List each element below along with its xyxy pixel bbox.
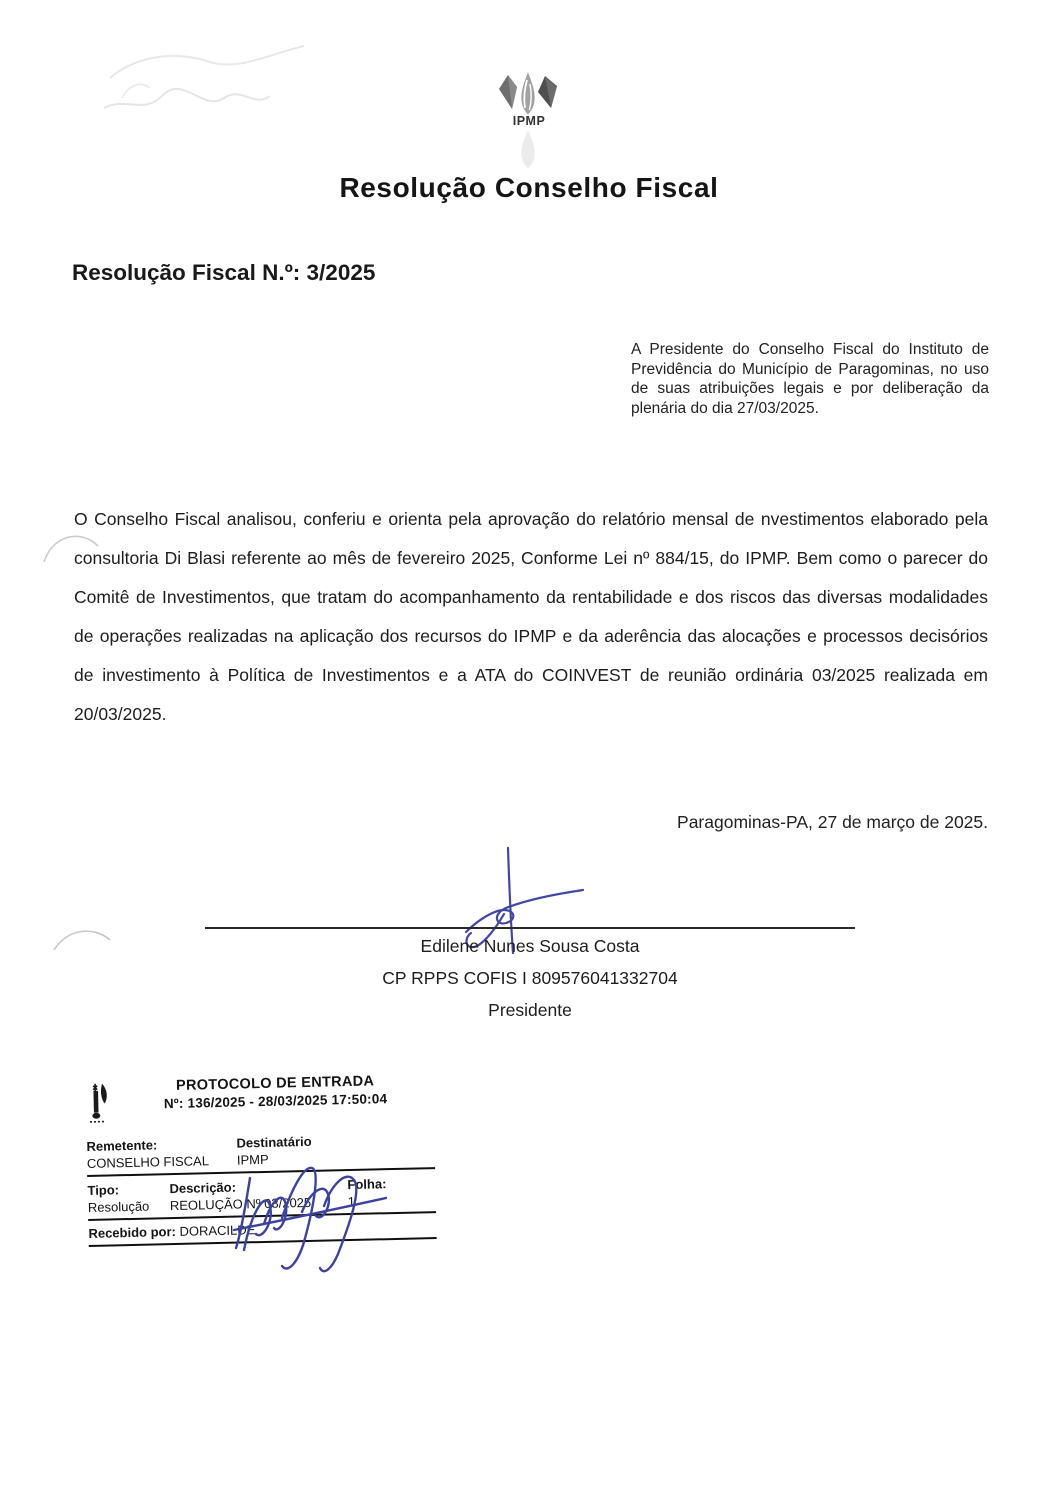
- stamp-title: PROTOCOLO DE ENTRADA: [175, 1073, 375, 1094]
- recipient-label: Destinatário: [236, 1133, 312, 1151]
- description-value: REOLUÇÃO Nº 03/2025: [169, 1194, 312, 1214]
- stamp-number-line: Nº: 136/2025 - 28/03/2025 17:50:04: [163, 1091, 388, 1112]
- sender-value: CONSELHO FISCAL: [86, 1153, 210, 1171]
- signatory-role: Presidente: [488, 1000, 572, 1020]
- sheet-value: 1: [347, 1193, 356, 1210]
- page-title: Resolução Conselho Fiscal: [339, 172, 719, 203]
- logo-text: IPMP: [512, 114, 546, 128]
- resolution-number-heading: Resolução Fiscal N.º: 3/2025: [72, 260, 376, 285]
- stamp-type-cell: [87, 1181, 170, 1215]
- signature-rule-line: [205, 927, 855, 929]
- place-and-date-line: Paragominas-PA, 27 de março de 2025.: [677, 812, 988, 832]
- body-paragraph: O Conselho Fiscal analisou, conferiu e orienta pela aprovação do relatório mensal de nvestimentos elaborado pela consultoria Di Blasi referente ao mês de fevereiro 2025, Conforme Lei nº 884/15, do IPMP. Bem como o parecer do Comitê de Investimentos, que tratam do acompanhamento da rentabilidade e dos riscos das diversas modalidades de operações realizadas na aplicação dos recursos do IPMP e da aderência das alocações e processos decisórios de investimento à Política de Investimentos e a ATA do COINVEST de reunião ordinária 03/2025 realizada em 20/03/2025.: [74, 509, 988, 724]
- stamp-head-text: [117, 1072, 434, 1112]
- type-label: Tipo:: [87, 1182, 120, 1198]
- signature-block: [205, 936, 855, 1032]
- coat-of-arms-icon: [85, 1079, 118, 1133]
- received-label: Recebido por:: [88, 1223, 177, 1241]
- signatory-name: Edilene Nunes Sousa Costa: [420, 936, 640, 956]
- sheet-label: Folha:: [347, 1176, 387, 1193]
- stamp-header: [85, 1072, 434, 1133]
- description-label: Descrição:: [169, 1179, 237, 1197]
- signatory-registration: CP RPPS COFIS I 809576041332704: [382, 968, 678, 988]
- ipmp-logo-icon: [493, 72, 567, 172]
- recipient-value: IPMP: [236, 1151, 269, 1168]
- scan-arc-artifact: [52, 924, 112, 959]
- pencil-scribble-mark: [92, 36, 322, 136]
- receiver-signature-icon: [230, 1148, 390, 1283]
- type-value: Resolução: [87, 1198, 150, 1215]
- sender-label: Remetente:: [86, 1137, 158, 1154]
- received-value: DORACILDE: [179, 1222, 256, 1239]
- stamp-sender-cell: [86, 1136, 237, 1171]
- preamble-paragraph: A Presidente do Conselho Fiscal do Instituto de Previdência do Município de Paragominas, no uso de suas atribuições legais e por deliberação da plenária do dia 27/03/2025.: [631, 341, 989, 417]
